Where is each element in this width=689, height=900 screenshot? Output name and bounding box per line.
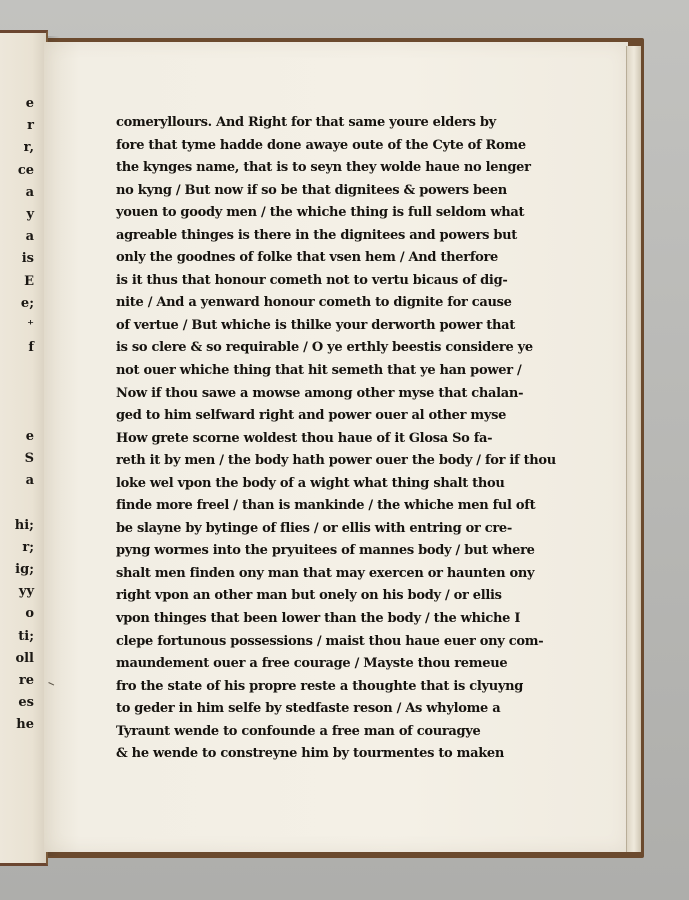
left-fragment: f [28, 340, 34, 356]
text-line: nite / And a yenward honour cometh to dignite for cause [116, 295, 512, 311]
left-fragment: hi; [14, 517, 34, 533]
left-page-text-fragments [0, 93, 46, 736]
text-line: reth it by men / the body hath power ouer the body / for if thou [116, 453, 556, 469]
text-line: is so clere & so requirable / O ye erthly beestis considere ye [116, 340, 533, 356]
left-fragment: is [21, 251, 34, 267]
text-line: finde more freel / than is mankinde / the whiche men ful oft [116, 498, 536, 514]
text-line: right vpon an other man but onely on his body / or ellis [116, 588, 502, 604]
left-fragment: a [25, 473, 34, 489]
left-fragment: oll [15, 650, 34, 666]
text-line: & he wende to constreyne him by tourmentes to maken [116, 746, 505, 762]
text-line: shalt men finden ony man that may exercen or haunten ony [116, 565, 535, 581]
left-fragment: e [25, 96, 34, 111]
text-line: no kyng / But now if so be that dignitees & powers been [116, 182, 507, 198]
left-fragment: e [25, 428, 34, 444]
left-fragment: ig; [15, 561, 34, 577]
text-line: be slayne by bytinge of flies / or ellis with entring or cre- [116, 520, 512, 536]
text-line: clepe fortunous possessions / maist thou haue euer ony com- [116, 633, 544, 649]
page-fore-edge [626, 46, 641, 852]
left-fragment: E [24, 273, 34, 289]
left-fragment: r; [22, 539, 34, 555]
left-fragment: r [27, 118, 34, 134]
left-fragment: a [25, 229, 34, 245]
text-line: maundement ouer a free courage / Mayste thou remeue [116, 656, 508, 672]
text-line: vpon thinges that been lower than the body / the whiche I [116, 611, 521, 627]
left-fragment: e; [20, 295, 34, 311]
text-line: is it thus that honour cometh not to vertu bicaus of dig- [116, 272, 508, 288]
text-line: agreable thinges is there in the dignitees and powers but [116, 227, 518, 243]
left-fragment [0, 359, 34, 381]
left-fragment: re [18, 672, 34, 688]
text-line: not ouer whiche thing that hit semeth that ye han power / [116, 363, 522, 379]
text-line: comeryllours. And Right for that same youre elders by [116, 115, 496, 130]
left-fragment: r, [23, 140, 34, 156]
text-line: ged to him selfward right and power ouer al other myse [116, 408, 507, 424]
left-page [0, 30, 48, 866]
text-line: fore that tyme hadde done awaye oute of the Cyte of Rome [116, 137, 526, 153]
text-line: Now if thou sawe a mowse among other myse that chalan- [116, 385, 524, 401]
text-line: only the goodnes of folke that vsen hem / And therfore [116, 250, 499, 266]
left-fragment: o [25, 606, 34, 622]
left-fragment: ce [17, 162, 34, 178]
left-fragment [0, 492, 34, 514]
left-fragment: es [18, 695, 34, 711]
left-fragment [0, 381, 34, 403]
left-fragment: a [25, 184, 34, 200]
text-line: youen to goody men / the whiche thing is full seldom what [116, 205, 525, 221]
body-text-block [116, 112, 556, 762]
left-fragment: ⁺ [27, 317, 34, 333]
left-fragment: y [26, 206, 34, 222]
text-line: of vertue / But whiche is thilke your derworth power that [116, 317, 515, 333]
text-line: How grete scorne woldest thou haue of it Glosa So fa- [116, 430, 493, 446]
text-line: fro the state of his propre reste a thoughte that is clyuyng [116, 678, 524, 694]
text-line: Tyraunt wende to confounde a free man of couragye [116, 723, 481, 739]
text-line: loke wel vpon the body of a wight what thing shalt thou [116, 475, 505, 491]
text-line: the kynges name, that is to seyn they wolde haue no lenger [116, 160, 531, 176]
left-fragment: ti; [18, 628, 34, 644]
left-fragment: he [16, 717, 34, 733]
text-line: pyng wormes into the pryuitees of mannes body / but where [116, 543, 535, 559]
left-fragment: yy [18, 584, 34, 600]
left-fragment: S [24, 451, 34, 466]
left-fragment [0, 404, 34, 426]
text-line: to geder in him selfe by stedfaste reson / As whylome a [116, 701, 501, 717]
